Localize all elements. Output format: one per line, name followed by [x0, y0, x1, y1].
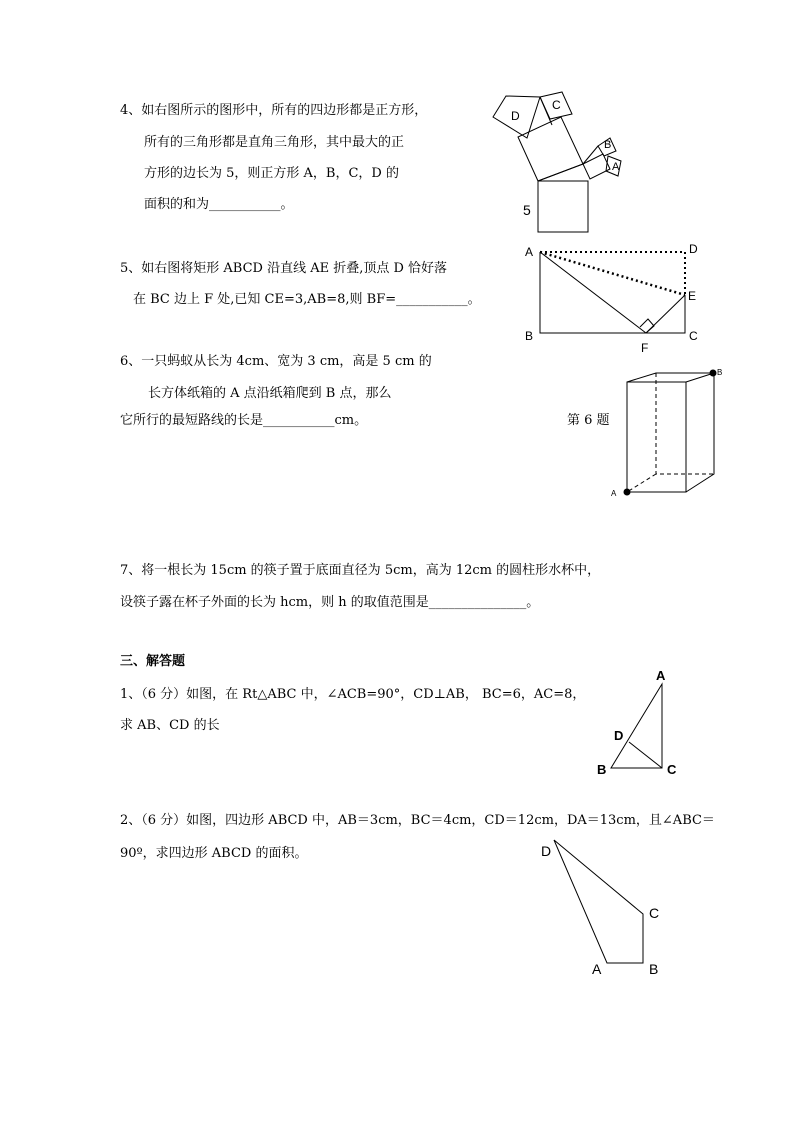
q6-label-b: B	[717, 368, 723, 377]
right-angle-mark	[640, 319, 654, 333]
q5-label-f: F	[641, 341, 649, 355]
q4-label-b: B	[604, 139, 612, 151]
altitude-cd	[629, 742, 662, 768]
p1-label-d: D	[614, 728, 624, 743]
q4-line4: 面积的和为___________。	[144, 197, 294, 212]
point-a-dot	[624, 489, 631, 496]
section-title: 三、解答题	[120, 654, 186, 669]
q4-line3: 方形的边长为 5，则正方形 A，B，C，D 的	[144, 166, 399, 181]
q4-label-five: 5	[523, 202, 531, 218]
p2-line1: 2、（6 分）如图，四边形 ABCD 中，AB＝3cm，BC＝4cm，CD＝12cm，DA＝13cm，且∠ABC＝	[120, 813, 715, 828]
q5-label-b: B	[525, 329, 534, 343]
q5-line2: 在 BC 边上 F 处,已知 CE=3,AB=8,则 BF=___________。	[133, 292, 481, 307]
q6-label-a: A	[611, 489, 617, 498]
q4-line2: 所有的三角形都是直角三角形，其中最大的正	[144, 135, 405, 150]
p2-line2: 90º，求四边形 ABCD 的面积。	[120, 846, 308, 861]
q6-line3: 它所行的最短路线的长是___________cm。	[120, 413, 368, 428]
fold-line-ae	[540, 252, 685, 295]
q7-line2: 设筷子露在杯子外面的长为 hcm，则 h 的取值范围是_______________。	[120, 595, 540, 610]
q6-line2: 长方体纸箱的 A 点沿纸箱爬到 B 点，那么	[148, 386, 392, 401]
q4-label-d: D	[511, 109, 520, 123]
p1-line2: 求 AB、CD 的长	[120, 718, 220, 733]
q5-label-e: E	[688, 289, 697, 303]
p2-label-a: A	[592, 961, 602, 977]
q4-label-c: C	[552, 98, 561, 112]
q5-label-d: D	[689, 242, 698, 256]
square-five	[538, 181, 588, 232]
q6-caption: 第 6 题	[567, 413, 610, 428]
q5-label-c: C	[689, 329, 698, 343]
rect-abc-sides	[540, 252, 685, 333]
q6-box-figure	[600, 360, 730, 505]
square-small-right	[583, 154, 610, 179]
p2-label-b: B	[649, 961, 659, 977]
q4-label-a: A	[612, 161, 620, 173]
point-b-dot	[710, 370, 717, 377]
p2-quadrilateral-figure	[540, 830, 660, 975]
q5-label-a: A	[525, 245, 534, 259]
q7-line1: 7、将一根长为 15cm 的筷子置于底面直径为 5cm，高为 12cm 的圆柱形水杯中，	[120, 563, 601, 578]
quadrilateral-abcd	[554, 840, 643, 963]
p2-label-d: D	[541, 843, 552, 859]
p1-label-b: B	[597, 762, 607, 777]
p2-label-c: C	[649, 905, 660, 921]
box-hidden-edges	[656, 373, 714, 474]
p1-label-c: C	[667, 762, 677, 777]
square-middle-left	[518, 117, 583, 181]
p1-label-a: A	[656, 668, 666, 683]
p1-line1: 1、（6 分）如图，在 Rt△ABC 中，∠ACB=90°，CD⊥AB， BC=6，AC=8，	[120, 687, 586, 702]
q4-line1: 4、如右图所示的图形中，所有的四边形都是正方形，	[120, 103, 428, 118]
triangle-abc	[611, 684, 662, 768]
q6-line1: 6、一只蚂蚁从长为 4cm、宽为 3 cm，高是 5 cm 的	[120, 354, 432, 369]
segment-af	[540, 252, 646, 333]
q5-line1: 5、如右图将矩形 ABCD 沿直线 AE 折叠,顶点 D 恰好落	[120, 261, 448, 276]
